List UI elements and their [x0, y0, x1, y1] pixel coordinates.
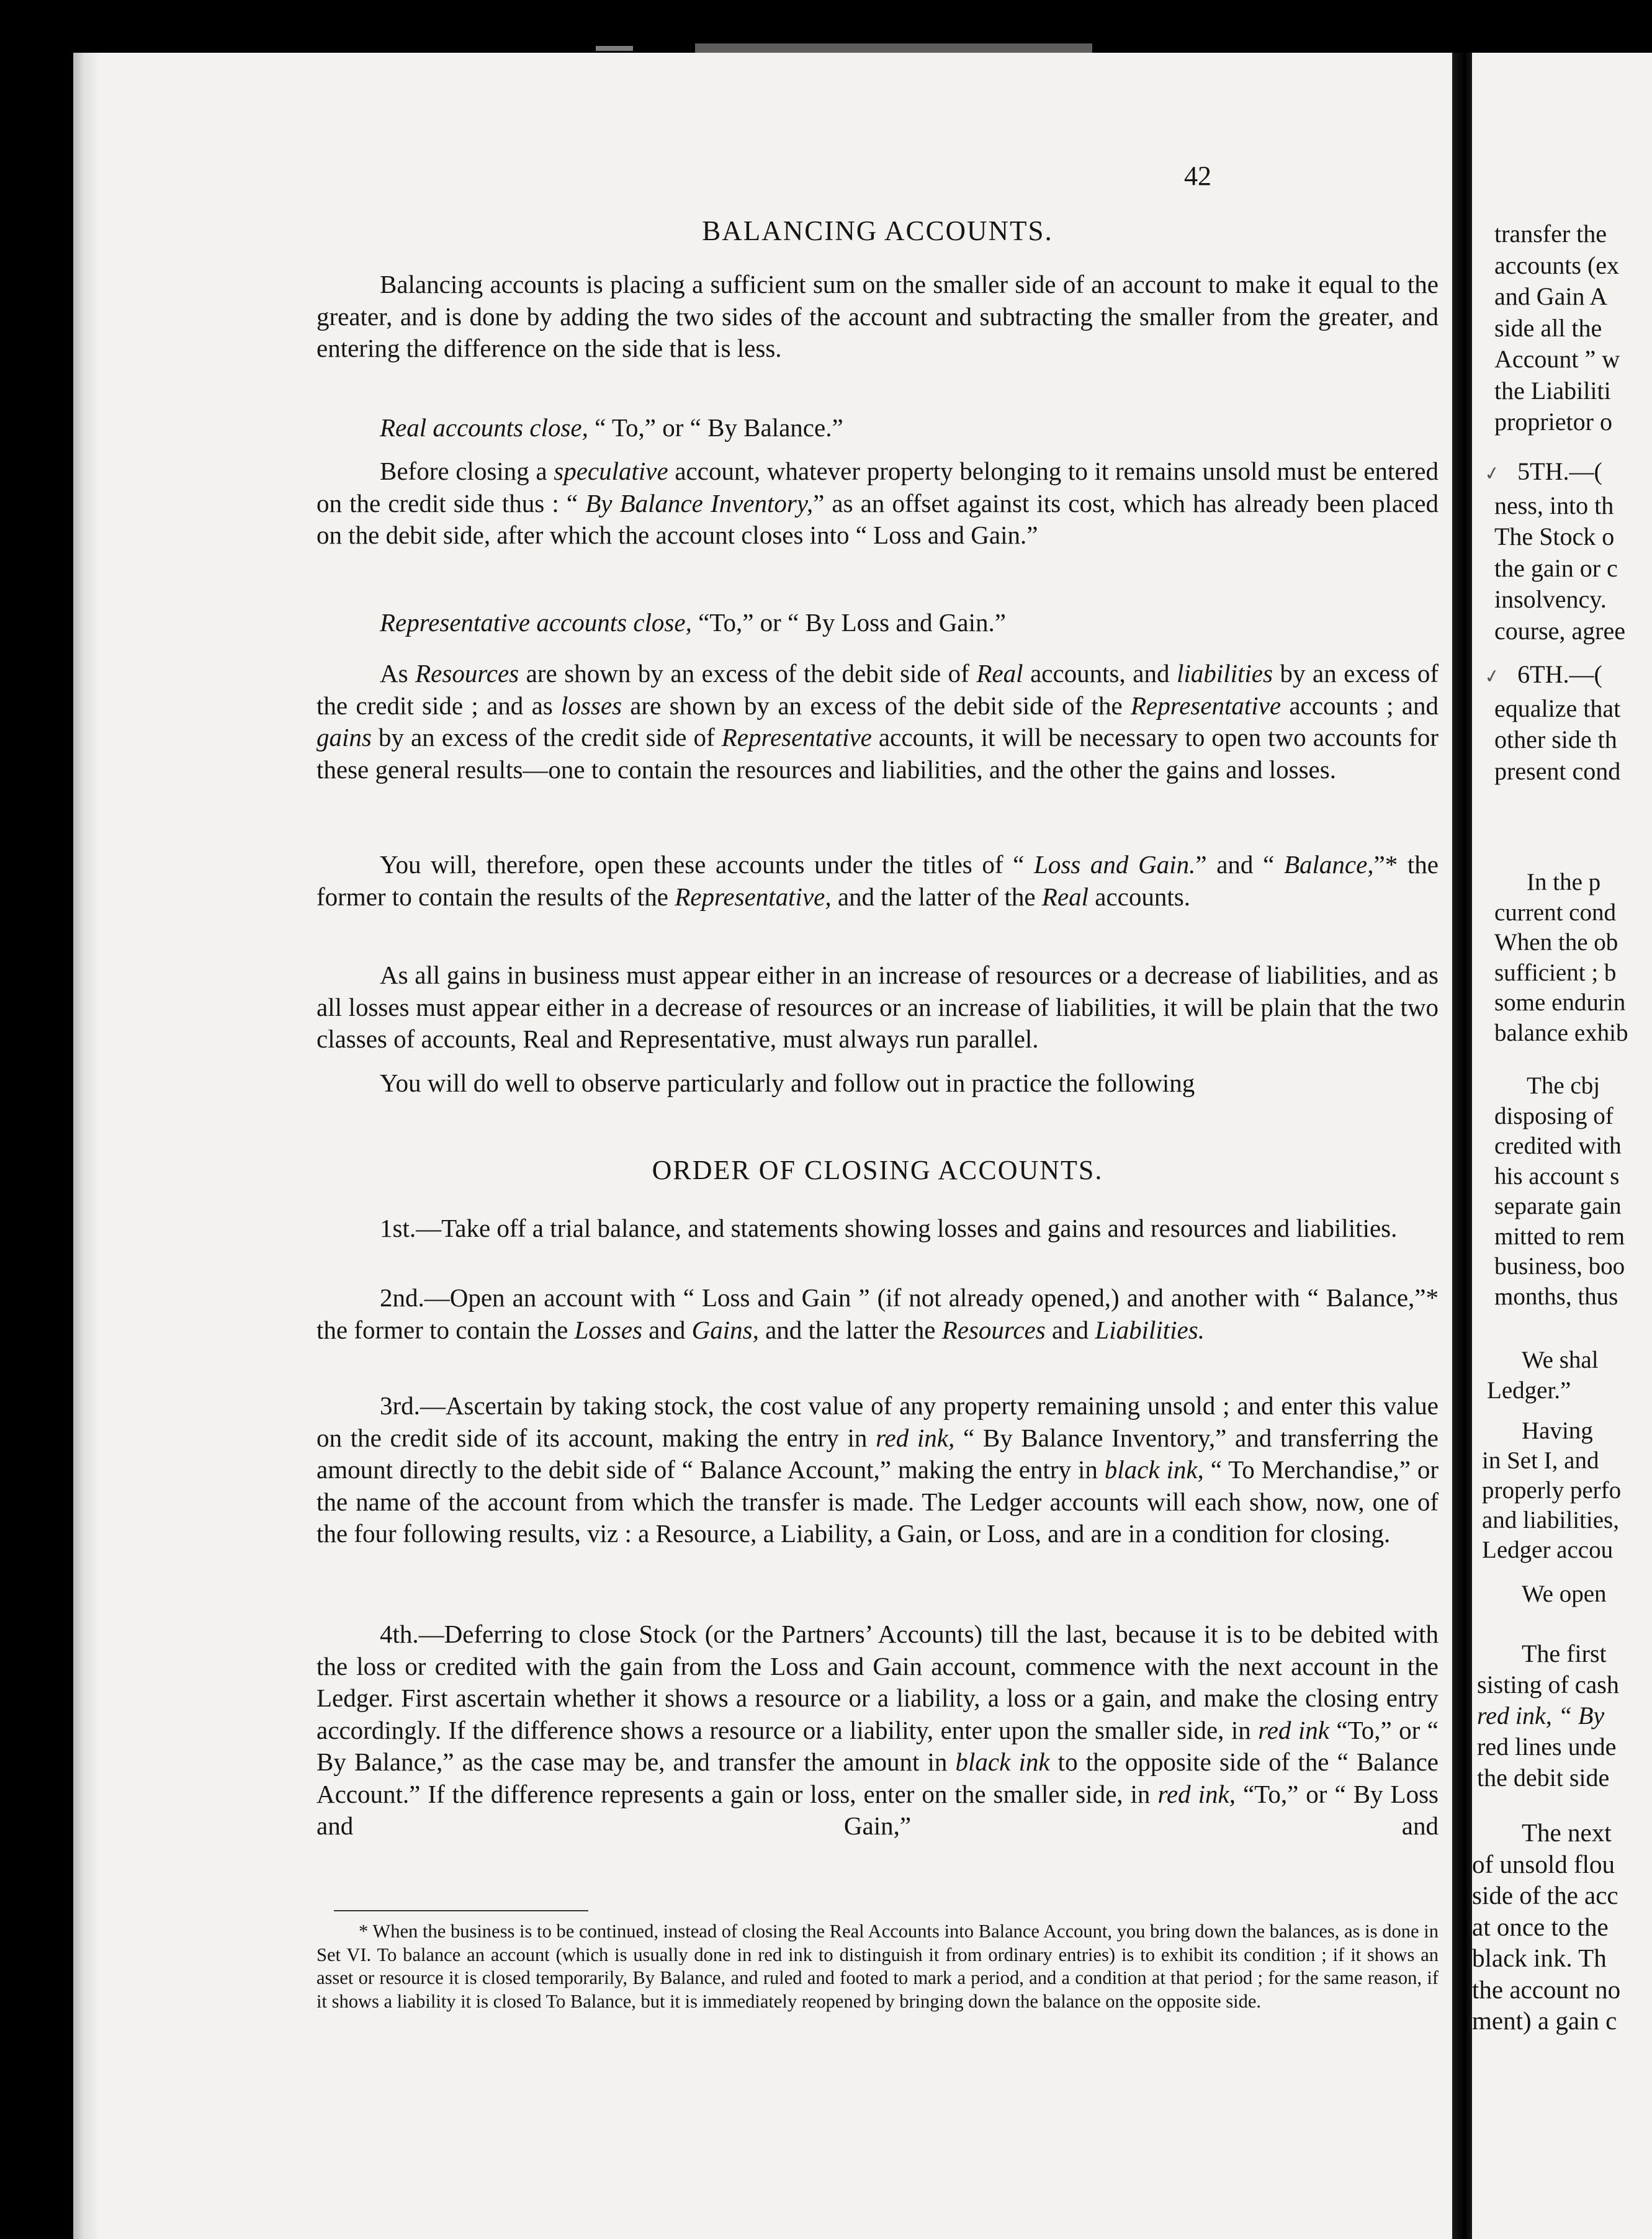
right-page-block — [1494, 218, 1652, 438]
line: We open — [1522, 1581, 1607, 1607]
line: Ledger accou — [1482, 1537, 1614, 1563]
text: “ By Balance Inventory,” and transferring the amount directly to the debit side of “ Balance Account,” making the entry in — [316, 1423, 1439, 1484]
italic-term: By Balance Inventory, — [585, 488, 814, 518]
line: Having — [1522, 1417, 1593, 1444]
section-heading: ORDER OF CLOSING ACCOUNTS. — [652, 1155, 1103, 1185]
scan-artifact — [695, 43, 1092, 53]
italic-term: Loss and Gain. — [1034, 850, 1196, 879]
footnote-text: * When the business is to be continued, instead of closing the Real Accounts into Balance Account, you bring down the balances, as is done in Set VI. To balance an account (which is usually done in red ink to distinguish it from ordinary entries) is to exhibit its condition ; if it shows an asset or resource it is closed temporarily, By Balance, and ruled and footed to mark a period, and a condition at that period ; for the same reason, if it shows a liability it is closed To Balance, but it is immediately reopened by bringing down the balance on the opposite side. — [316, 1921, 1439, 2012]
right-page-block — [1482, 1579, 1652, 1610]
line: accounts (ex — [1494, 251, 1620, 279]
line: sufficient ; b — [1494, 959, 1617, 986]
line: balance exhib — [1494, 1019, 1628, 1046]
line: other side th — [1494, 725, 1617, 753]
line: and Gain A — [1494, 282, 1608, 310]
line: side of the acc — [1472, 1881, 1618, 1909]
line: course, agree — [1494, 616, 1625, 645]
italic-term: Representative accounts close, — [380, 608, 692, 637]
text: and the latter the — [758, 1315, 942, 1344]
paragraph — [316, 455, 1439, 552]
line: of unsold flou — [1472, 1849, 1615, 1878]
line: some endurin — [1494, 989, 1626, 1016]
line: present cond — [1494, 756, 1621, 785]
text: “ To Merchandise,” or the name of the account from which the transfer is made. The Ledger accounts will each show, now, one of the four following results, viz : a Resource, a Liability, a Gain, or Loss, and are in a condition for closing. — [316, 1455, 1439, 1548]
step-1 — [316, 1213, 1439, 1245]
line: the account no — [1472, 1975, 1621, 2004]
line: at once to the — [1472, 1912, 1609, 1941]
line: black ink. Th — [1472, 1944, 1607, 1972]
paragraph — [316, 1618, 1439, 1842]
italic-term: Liabilities. — [1095, 1315, 1205, 1344]
italic-term: Resources — [415, 659, 519, 688]
italic-term: Representative, — [675, 882, 832, 911]
line: In the p — [1527, 869, 1601, 895]
line: We shal — [1522, 1347, 1599, 1373]
line: sisting of cash — [1477, 1671, 1619, 1698]
line: The Stock o — [1494, 523, 1615, 550]
text: 4th.—Deferring to close Stock (or the Partners’ Accounts) till the last, because it is to be debited with the loss or credited with the gain from the Loss and Gain account, commence with the next account in the Ledger. First ascertain whether it shows a resource or a liability, a loss or a gain, and make the closing entry accordingly. If the difference shows a resource or a liability, enter upon the smaller side, in — [316, 1620, 1439, 1744]
line: credited with — [1494, 1133, 1622, 1159]
representative-accounts-close — [316, 607, 1439, 639]
line: Ledger.” — [1487, 1376, 1571, 1404]
text: You will, therefore, open these accounts under the titles of “ — [380, 850, 1035, 879]
text: “To,” or “ By Balance,” as the case may be, and transfer the amount in — [316, 1715, 1439, 1776]
line: 6TH.—( — [1517, 660, 1602, 688]
italic-term: Gains, — [691, 1315, 759, 1344]
right-page-block — [1484, 659, 1652, 787]
italic-term: red ink — [1258, 1715, 1329, 1744]
text: account, whatever property belonging to it remains unsold must be entered on the credit side thus : “ — [316, 457, 1439, 518]
footnote — [316, 1920, 1439, 2013]
text: ” and “ — [1195, 850, 1284, 879]
text: by an excess of the credit side of — [371, 723, 722, 752]
paragraph: 1st.—Take off a trial balance, and statements showing losses and gains and resources and liabilities. — [380, 1214, 1398, 1242]
open-accounts-paragraph — [316, 849, 1439, 913]
line: mitted to rem — [1494, 1223, 1625, 1250]
paragraph: You will do well to observe particularly and follow out in practice the following — [380, 1069, 1195, 1097]
text: accounts ; and — [1281, 691, 1439, 720]
step-3 — [316, 1390, 1439, 1550]
line: in Set I, and — [1482, 1447, 1599, 1474]
italic-term: gains — [316, 723, 372, 752]
right-page-block — [1487, 1345, 1652, 1406]
paragraph — [316, 658, 1439, 786]
line: The next — [1522, 1818, 1612, 1847]
text: accounts. — [1089, 882, 1190, 911]
text: “ To,” or “ By Balance.” — [588, 413, 843, 442]
text: by an excess of the credit side ; and as — [316, 659, 1439, 720]
scan-artifact — [596, 46, 633, 51]
footnote-rule — [334, 1910, 588, 1911]
line: the gain or c — [1494, 554, 1618, 582]
italic-term: red ink, — [876, 1423, 955, 1452]
italic-term: Real accounts close, — [380, 413, 588, 442]
text: Before closing a — [380, 457, 554, 485]
paragraph — [316, 607, 1439, 639]
italic-term: Resources — [941, 1315, 1046, 1344]
line: Account ” w — [1494, 345, 1620, 373]
real-accounts-close — [316, 412, 1439, 444]
observe-paragraph — [316, 1067, 1439, 1100]
left-page — [73, 53, 1457, 2239]
line: separate gain — [1494, 1193, 1622, 1219]
text: ”* the former to contain the results of the — [316, 850, 1439, 911]
text: and — [642, 1315, 692, 1344]
italic-term: black ink, — [1104, 1455, 1204, 1484]
text: to the opposite side of the “ Balance Account.” If the difference represents a gain or loss, enter on the smaller side, in — [316, 1748, 1439, 1808]
right-page-block — [1477, 1638, 1651, 1793]
italic-term: Representative — [1130, 691, 1282, 720]
gains-paragraph — [316, 959, 1439, 1056]
text: 3rd.—Ascertain by taking stock, the cost value of any property remaining unsold ; and enter this value on the credit side of its account, making the entry in — [316, 1391, 1439, 1452]
italic-term: speculative — [554, 457, 668, 485]
check-mark-icon: ✓ — [1483, 665, 1502, 688]
text: are shown by an excess of the debit side of the — [622, 691, 1131, 720]
line: red ink, “ By — [1477, 1702, 1605, 1730]
step-4 — [316, 1618, 1439, 1842]
line: current cond — [1494, 899, 1616, 926]
italic-term: Balance, — [1283, 850, 1374, 879]
resources-paragraph — [316, 658, 1439, 786]
italic-term: Representative — [721, 723, 872, 752]
page-edge-shadow — [73, 53, 98, 2239]
text: 2nd.—Open an account with “ Loss and Gain ” (if not already opened,) and another with “ Balance,”* the former to contain the — [316, 1283, 1439, 1344]
line: his account s — [1494, 1162, 1620, 1190]
line: 5TH.—( — [1517, 457, 1602, 485]
right-page-block — [1472, 1817, 1646, 2037]
text: are shown by an excess of the debit side of — [519, 659, 977, 688]
paragraph: Balancing accounts is placing a sufficient sum on the smaller side of an account to make it equal to the greater, and is done by adding the two sides of the account and subtracting the smaller from the greater, and entering the difference on the side that is less. — [316, 270, 1439, 362]
line: and liabilities, — [1482, 1507, 1619, 1533]
right-page-block — [1494, 868, 1652, 1048]
page-title: BALANCING ACCOUNTS. — [702, 215, 1053, 246]
right-page-block — [1482, 1416, 1652, 1565]
line: The first — [1522, 1640, 1607, 1667]
line: ment) a gain c — [1472, 2006, 1617, 2035]
text: accounts, it will be necessary to open two accounts for these general results—one to contain the resources and liabilities, and the other the gains and losses. — [316, 723, 1439, 784]
italic-term: black ink — [955, 1748, 1050, 1776]
line: the debit side — [1477, 1764, 1610, 1792]
line: insolvency. — [1494, 585, 1607, 613]
paragraph — [316, 1282, 1439, 1346]
line: side all the — [1494, 313, 1602, 342]
italic-term: Real — [1041, 882, 1089, 911]
paragraph: As all gains in business must appear either in an increase of resources or a decrease of liabilities, and as all losses must appear either in a decrease of resources or an increase of liabilities, it will be plain that the two classes of accounts, Real and Representative, must always run parallel. — [316, 961, 1439, 1053]
text: accounts, and — [1023, 659, 1177, 688]
italic-term: liabilities — [1177, 659, 1273, 688]
text: “To,” or “ By Loss and Gain.” — [691, 608, 1006, 637]
step-2 — [316, 1282, 1439, 1346]
line: red lines unde — [1477, 1733, 1617, 1761]
speculative-paragraph — [316, 455, 1439, 552]
line: disposing of — [1494, 1102, 1614, 1129]
text: and the latter of the — [831, 882, 1042, 911]
text: and — [1045, 1315, 1095, 1344]
line: transfer the — [1494, 220, 1607, 248]
line: business, boo — [1494, 1253, 1625, 1280]
right-page-block — [1484, 456, 1652, 647]
intro-paragraph — [316, 269, 1439, 365]
text: As — [380, 659, 416, 688]
right-page-block — [1494, 1071, 1652, 1312]
italic-term: Losses — [574, 1315, 642, 1344]
line: When the ob — [1494, 929, 1618, 956]
paragraph — [316, 849, 1439, 913]
line: the Liabiliti — [1494, 376, 1611, 405]
italic-term: losses — [561, 691, 622, 720]
text: “To,” or “ By Loss and Gain,” and — [316, 1779, 1439, 1840]
line: The cbj — [1527, 1072, 1600, 1099]
check-mark-icon: ✓ — [1483, 462, 1502, 485]
italic-term: Real — [976, 659, 1023, 688]
page-number: 42 — [1184, 161, 1211, 191]
line: ness, into th — [1494, 491, 1614, 519]
text: ” as an offset against its cost, which has already been placed on the debit side, after which the account closes into “ Loss and Gain.” — [316, 488, 1439, 549]
paragraph — [316, 412, 1439, 444]
line: proprietor o — [1494, 408, 1612, 436]
line: months, thus — [1494, 1283, 1618, 1310]
line: equalize that — [1494, 694, 1621, 722]
line: properly perfo — [1482, 1477, 1622, 1504]
paragraph — [316, 1390, 1439, 1550]
italic-term: red ink, — [1157, 1779, 1236, 1808]
